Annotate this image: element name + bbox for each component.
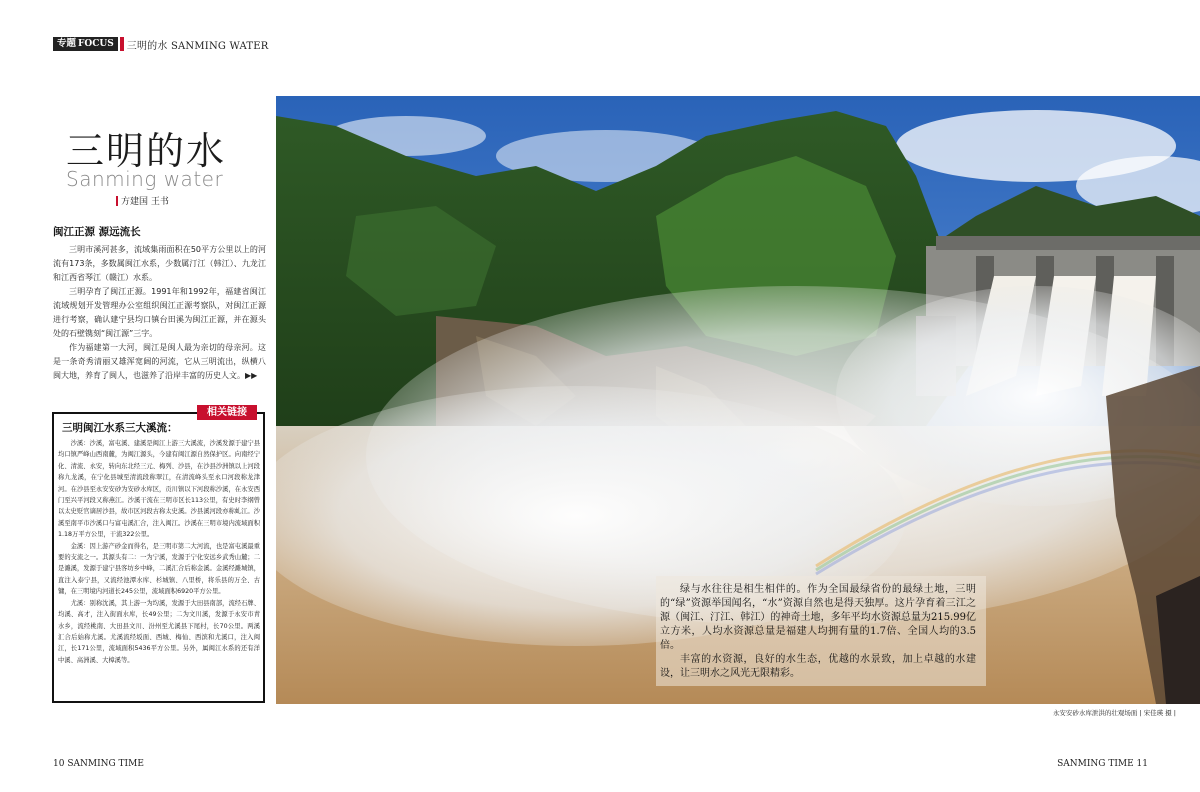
related-links-paragraph: 金溪：因上游产砂金而得名，是三明市第二大河流，也是富屯溪最重要的支流之一。其源头有二：一为宁溪，发源于宁化安远乡武秀山麓；二是濉溪，发源于建宁县客坊乡中峰，二溪汇合后称金溪。金溪经濉城镇，直注入泰宁县，又流经池潭水库、杉城镇、八里桥，将乐县的万全、古镛，在三明境内河道长245公里，流域面积6920平方公里。: [58, 542, 260, 596]
section-header: [53, 37, 268, 51]
byline-authors: 方建国 王书: [121, 197, 169, 207]
intro-paragraph: 三明市溪河甚多，流域集雨面积在50平方公里以上的河流有173条，多数属闽江水系，少数属汀江（韩江）、九龙江和江西省琴江（赣江）水系。: [53, 245, 266, 282]
byline-marker: [116, 196, 118, 206]
photo-text-paragraph: 丰富的水资源，良好的水生态，优越的水景致，加上卓越的水建设，让三明水之风光无限精彩。: [660, 654, 976, 679]
section-title: 三明的水 SANMING WATER: [126, 40, 269, 52]
related-links-tab: 相关链接: [197, 405, 257, 420]
article-title: 三明的水: [66, 129, 227, 173]
page-number-left: 10 SANMING TIME: [53, 759, 144, 769]
intro-paragraph: 作为福建第一大河，闽江是闽人最为亲切的母亲河。这是一条奇秀清丽又雄浑宽阔的河流，它从三明流出，纵横八闽大地，养育了闽人，也滋养了沿岸丰富的历史人文。▶▶: [53, 343, 266, 380]
byline: [116, 194, 169, 207]
photo-overlay-text: [660, 583, 976, 681]
section-tag-en: FOCUS: [78, 39, 114, 49]
section-tag-cn: 专题: [57, 38, 77, 49]
section-tag: [53, 37, 118, 51]
photo-text-paragraph: 绿与水往往是相生相伴的。作为全国最绿省份的最绿土地，三明的“绿”资源举国闻名，“水”资源自然也是得天独厚。这片孕育着三江之源（闽江、汀江、韩江）的神奇土地，多年平均水资源总量为215.99亿立方米，人均水资源总量是福建人均拥有量的1.7倍、全国人均的3.5倍。: [660, 584, 976, 651]
related-links-paragraph: 沙溪：沙溪，富屯溪、建溪是闽江上游三大溪流，沙溪发源于建宁县均口镇严峰山西南麓，为闽江源头，今建有闽江源自然保护区。向南经宁化、清流、永安，转向东北经三元、梅列、沙县，在沙县沙洲镇以上河段称九龙溪，在宁化县城至清流段称翠江，在清流峰头至永口河段称龙津河。在沙县至永安安砂为安砂水库区，贡川镇以下河段称沙溪，在永安西门至兴平河段又称燕江。沙溪干流在三明市区长113公里，有史时李纲曾以太史贬官谪居沙县，故市区河段古称太史溪。沙县溪河段亦称虬江。沙溪至南平市沙溪口与富屯溪汇合，注入闽江。沙溪在三明市境内流域面积1.18万平方公里，干流322公里。: [58, 440, 260, 539]
intro-heading: 闽江正源 源远流长: [53, 226, 141, 238]
related-links-paragraph: 尤溪：别称沈溪，其上游一为均溪，发源于大田县南部，流经石牌、均溪、高才，注入街面水库，长49公里；二为文川溪，发源于永安市青水乡，流经桃南、大田县文川、汾州至尤溪县下尾村，长70公里。两溪汇合后始称尤溪。尤溪流经坂面、西城、梅仙、西滨和尤溪口，注入闽江，长171公里，流域面积5436平方公里。另外，属闽江水系的还有洋中溪、高洲溪、大樟溪等。: [58, 599, 260, 664]
article-subtitle: Sanming water: [66, 167, 224, 191]
photo-caption: 永安安砂水库泄洪的壮观场面 | 宋佳瑛 摄 |: [1052, 709, 1176, 717]
intro-section: [53, 224, 266, 383]
intro-paragraph: 三明孕育了闽江正源。1991年和1992年，福建省闽江流域规划开发管理办公室组织闽江正源考察队，对闽江正源进行考察，确认建宁县均口镇台田溪为闽江正源，并在源头处的石壁镌刻“闽江源”三字。: [53, 287, 266, 338]
related-links-heading: 三明闽江水系三大溪流：: [62, 422, 178, 434]
section-tag-divider: [120, 37, 124, 51]
related-links-content: [58, 420, 260, 666]
page-number-right: SANMING TIME 11: [1057, 759, 1148, 769]
